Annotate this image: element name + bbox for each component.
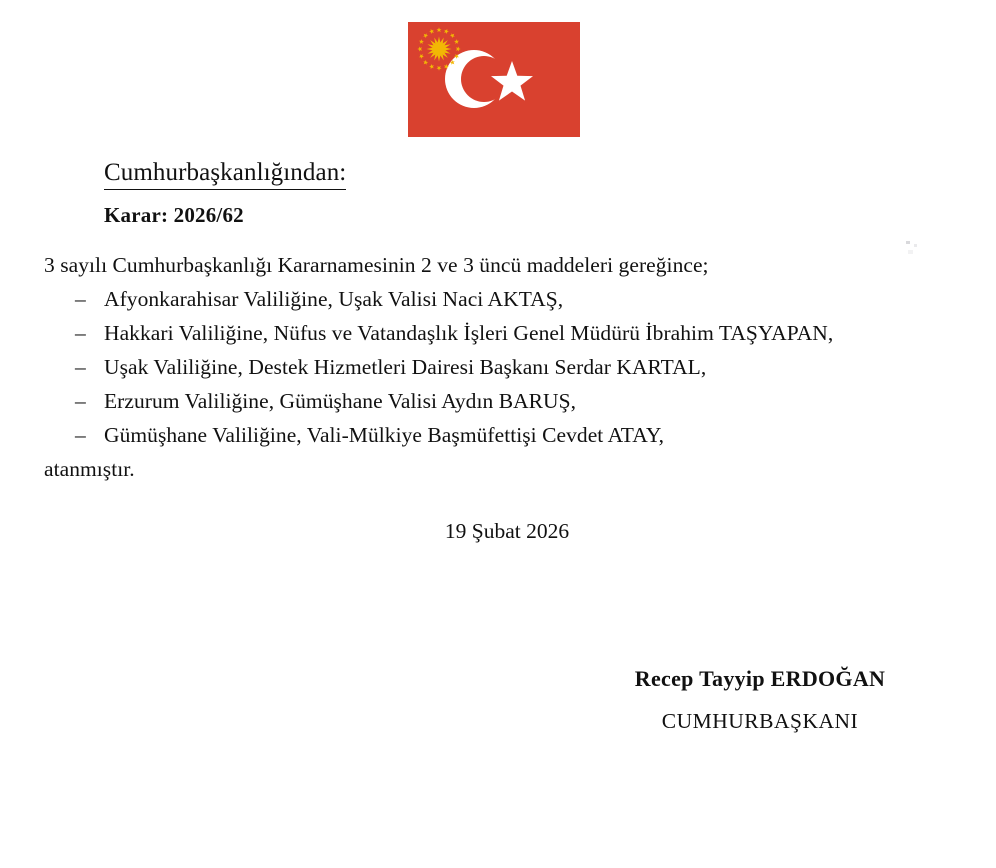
list-item — [44, 316, 974, 350]
appointment-text: Afyonkarahisar Valiliğine, Uşak Valisi Naci AKTAŞ, — [104, 287, 564, 311]
flag-graphic — [408, 22, 580, 137]
document-date: 19 Şubat 2026 — [444, 519, 570, 543]
dash-bullet-icon: – — [75, 389, 86, 413]
dash-bullet-icon: – — [75, 423, 86, 447]
closing-paragraph: atanmıştır. — [44, 457, 135, 481]
document-body — [44, 248, 974, 486]
appointment-text: Gümüşhane Valiliğine, Vali-Mülkiye Başmüfettişi Cevdet ATAY, — [104, 423, 665, 447]
signer-title: CUMHURBAŞKANI — [661, 709, 859, 733]
scan-artifact — [908, 250, 913, 254]
turkish-presidential-flag — [408, 22, 580, 137]
list-item — [44, 282, 974, 316]
appointment-text: Erzurum Valiliğine, Gümüşhane Valisi Aydın BARUŞ, — [104, 389, 577, 413]
signer-name: Recep Tayyip ERDOĞAN — [634, 666, 886, 691]
dash-bullet-icon: – — [75, 321, 86, 345]
appointment-list — [44, 282, 974, 452]
appointment-text: Hakkari Valiliğine, Nüfus ve Vatandaşlık İşleri Genel Müdürü İbrahim TAŞYAPAN, — [104, 321, 834, 345]
issuer-label: Cumhurbaşkanlığından: — [104, 158, 346, 190]
signature-block — [560, 664, 960, 736]
scan-artifact — [906, 241, 910, 244]
appointment-text: Uşak Valiliğine, Destek Hizmetleri Dairesi Başkanı Serdar KARTAL, — [104, 355, 707, 379]
list-item — [44, 350, 974, 384]
list-item — [44, 418, 974, 452]
list-item — [44, 384, 974, 418]
legal-basis-paragraph: 3 sayılı Cumhurbaşkanlığı Kararnamesinin 2 ve 3 üncü maddeleri gereğince; — [44, 253, 709, 277]
dash-bullet-icon: – — [75, 355, 86, 379]
issuer-line — [0, 158, 996, 196]
dash-bullet-icon: – — [75, 287, 86, 311]
scan-artifact — [914, 244, 917, 247]
decision-number: Karar: 2026/62 — [104, 203, 244, 227]
document-header — [0, 158, 996, 228]
